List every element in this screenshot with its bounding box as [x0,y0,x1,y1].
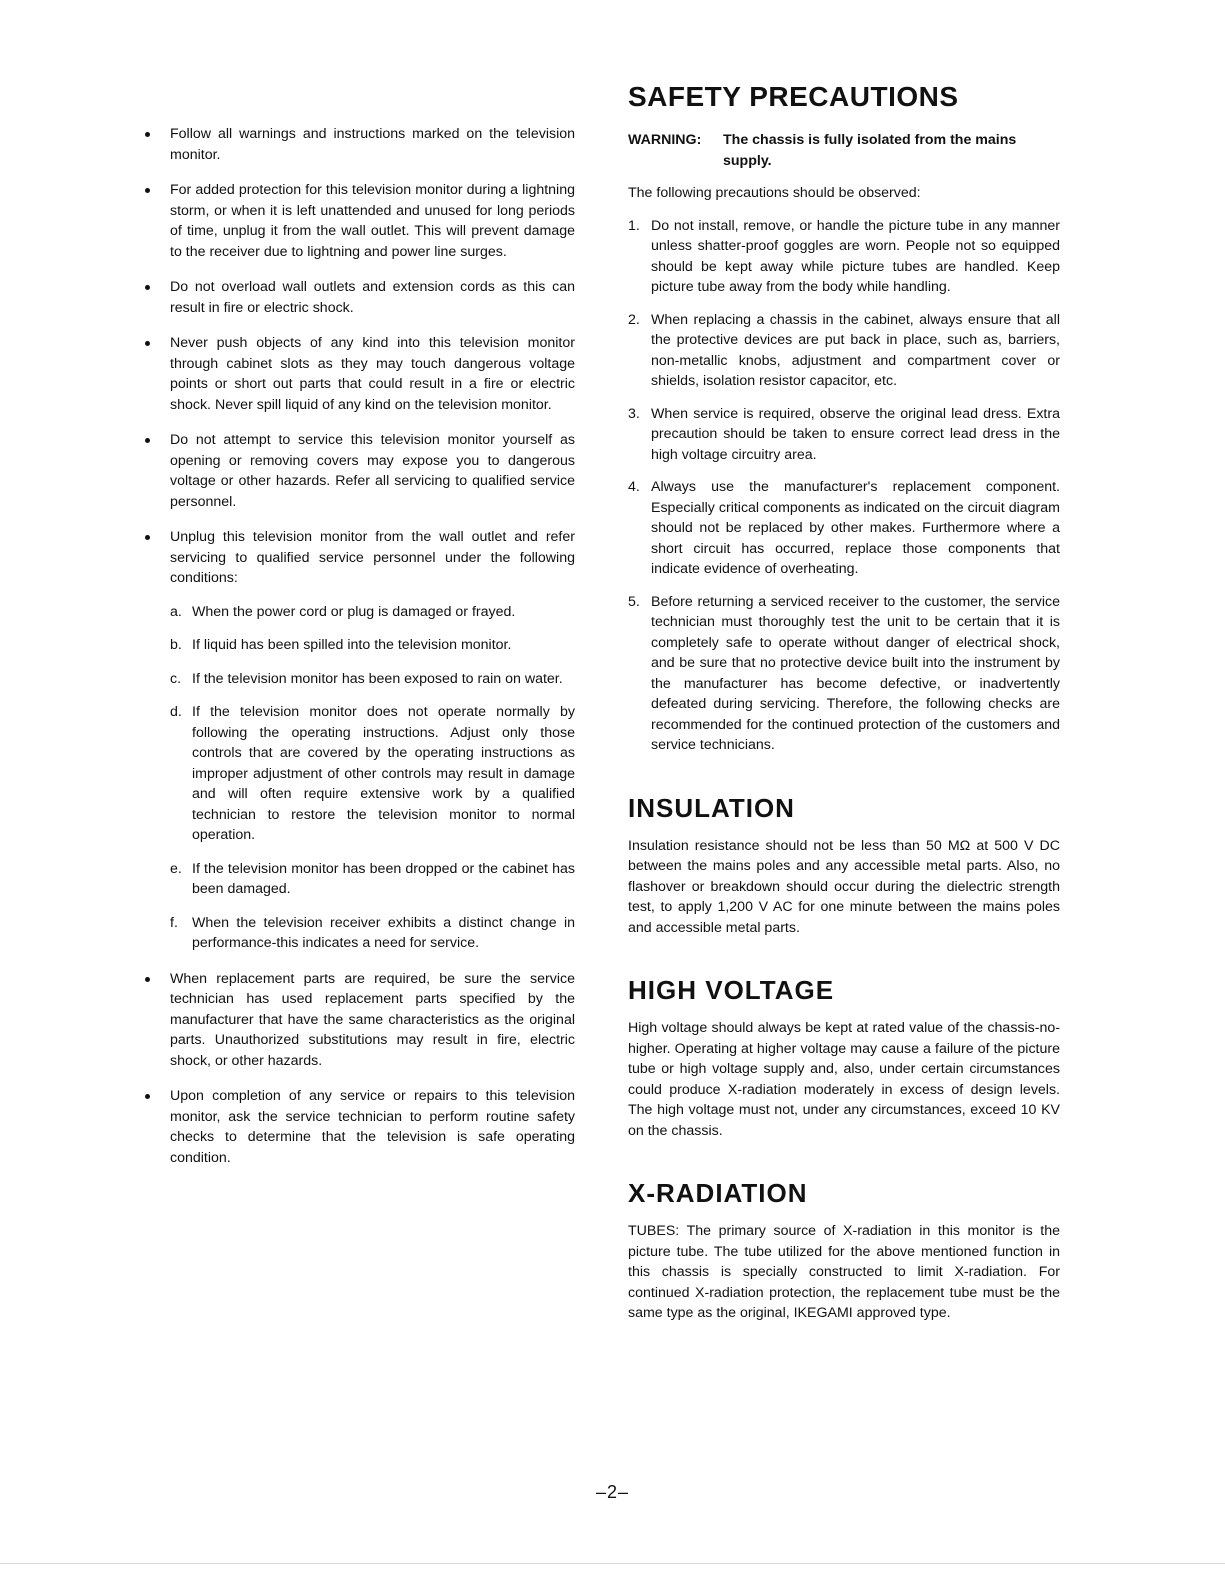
bullet-dot-icon [145,977,150,982]
bullet-item [145,1086,575,1168]
precaution-number: 5. [628,593,640,610]
precaution-item [628,216,1060,298]
section-body-x-radiation: TUBES: The primary source of X-radiation in this monitor is the picture tube. The tube utilized for the above mentioned function in this chassis is specially constructed to limit X-radiation. For continued X-radiation protection, the replacement tube must be the same type as the original, IKEGAMI approved type. [628,1223,1060,1321]
precaution-text: When service is required, observe the original lead dress. Extra precaution should be taken to ensure correct lead dress in the high voltage circuitry area. [651,405,1060,463]
precaution-item [628,310,1060,392]
precautions-intro: The following precautions should be observed: [628,185,921,201]
bullet-text: Never push objects of any kind into this television monitor through cabinet slots as they may touch dangerous voltage points or short out parts that could result in a fire or electric shock. Never spill liquid of any kind on the television monitor. [170,335,575,413]
condition-item [170,669,575,690]
bullet-item [145,430,575,512]
precaution-text: Always use the manufacturer's replacement component. Especially critical components as indicated on the circuit diagram should not be replaced by other makes. Furthermore where a short circuit has occurred, replace those components that indicate evidence of overheating. [651,479,1060,577]
bullet-item [145,277,575,318]
bullet-text: Unplug this television monitor from the wall outlet and refer servicing to qualified service personnel under the following conditions: [170,529,575,586]
warning-notice [628,130,1060,171]
bullet-dot-icon [145,132,150,137]
bullet-item [145,180,575,262]
condition-text: If the television monitor has been exposed to rain on water. [192,670,563,687]
condition-letter: c. [170,670,182,687]
bullet-text: Do not attempt to service this television monitor yourself as opening or removing covers may expose you to dangerous voltage or other hazards. Refer all servicing to qualified service personnel. [170,432,575,510]
bullet-item [145,969,575,1072]
condition-item [170,859,575,900]
condition-text: If liquid has been spilled into the television monitor. [192,637,512,653]
left-column [145,124,575,1183]
section-body-high-voltage: High voltage should always be kept at rated value of the chassis-no-higher. Operating at higher voltage may cause a failure of the picture tube or high voltage supply and, also, under certain circumstances could produce X-radiation moderately in excess of design levels. The high voltage must not, under any circumstances, exceed 10 KV on the chassis. [628,1020,1060,1139]
bullet-dot-icon [145,285,150,290]
condition-item [170,702,575,846]
condition-letter: a. [170,603,182,620]
page-number: –2– [595,1482,630,1502]
section-title-insulation: INSULATION [628,792,795,823]
precaution-text: Do not install, remove, or handle the picture tube in any manner unless shatter-proof goggles are worn. People not so equipped should be kept away while picture tubes are handled. Keep picture tube away from the body while handling. [651,217,1060,295]
bullet-text: Upon completion of any service or repairs to this television monitor, ask the service technician to perform routine safety checks to determine that the television is safe operating condition. [170,1088,575,1166]
condition-letter: d. [170,704,182,720]
condition-text: If the television monitor has been dropped or the cabinet has been damaged. [192,860,575,897]
bullet-dot-icon [145,438,150,443]
condition-item [170,913,575,954]
precaution-number: 2. [628,311,640,328]
bullet-item-conditions [145,527,575,954]
bullet-dot-icon [145,1094,150,1099]
precaution-item [628,477,1060,580]
condition-letter: f. [170,914,178,931]
precaution-number: 4. [628,479,640,495]
section-body-insulation: Insulation resistance should not be less than 50 MΩ at 500 V DC between the mains poles and any accessible metal parts. Also, no flashover or breakdown should occur during the dielectric strength test, to apply 1,200 V AC for one minute between the mains poles and accessible metal parts. [628,837,1060,936]
condition-item [170,635,575,656]
bottom-divider [0,1563,1225,1564]
page-title: SAFETY PRECAUTIONS [628,81,959,112]
section-title-x-radiation: X-RADIATION [628,1178,808,1208]
precaution-item [628,592,1060,756]
condition-text: If the television monitor does not operate normally by following the operating instructions. Adjust only those controls that are covered by the operating instructions as improper adjustment of other controls may result in damage and will often require extensive work by a qualified technician to restore the television monitor to normal operation. [192,704,575,843]
bullet-text: Follow all warnings and instructions marked on the television monitor. [170,126,575,163]
bullet-item [145,333,575,415]
right-column [628,80,1060,1324]
precaution-number: 1. [628,217,640,234]
conditions-list [170,602,575,954]
bullet-item [145,124,575,165]
condition-item [170,602,575,623]
condition-text: When the power cord or plug is damaged or frayed. [192,603,516,620]
condition-letter: b. [170,637,182,653]
bullet-dot-icon [145,535,150,540]
bullet-text: For added protection for this television monitor during a lightning storm, or when it is left unattended and unused for long periods of time, unplug it from the wall outlet. This will prevent damage to the receiver due to lightning and power line surges. [170,182,575,260]
bullet-text: Do not overload wall outlets and extension cords as this can result in fire or electric shock. [170,279,575,316]
section-title-high-voltage: HIGH VOLTAGE [628,975,835,1005]
condition-text: When the television receiver exhibits a distinct change in performance-this indicates a need for service. [192,914,575,951]
precaution-item [628,404,1060,466]
precaution-number: 3. [628,405,640,422]
bullet-text: When replacement parts are required, be sure the service technician has used replacement parts specified by the manufacturer that have the same characteristics as the original parts. Unauthorized substitutions may result in fire, electric shock, or other hazards. [170,970,575,1069]
precaution-text: Before returning a serviced receiver to the customer, the service technician must thoroughly test the unit to be certain that it is completely safe to operate without danger of electrical shock, and be sure that no protective device built into the instrument by the manufacturer has become defective, or inadvertently defeated during servicing. Therefore, the following checks are recommended for the continued protection of the customers and service technicians. [651,593,1060,753]
condition-letter: e. [170,860,182,877]
warning-text: The chassis is fully isolated from the mains supply. [723,132,1017,169]
warning-label: WARNING: [628,132,702,148]
bullet-dot-icon [145,341,150,346]
precaution-text: When replacing a chassis in the cabinet, always ensure that all the protective devices are put back in place, such as, barriers, non-metallic knobs, adjustment and compartment cover or shields, isolation resistor capacitor, etc. [651,311,1060,389]
bullet-dot-icon [145,188,150,193]
